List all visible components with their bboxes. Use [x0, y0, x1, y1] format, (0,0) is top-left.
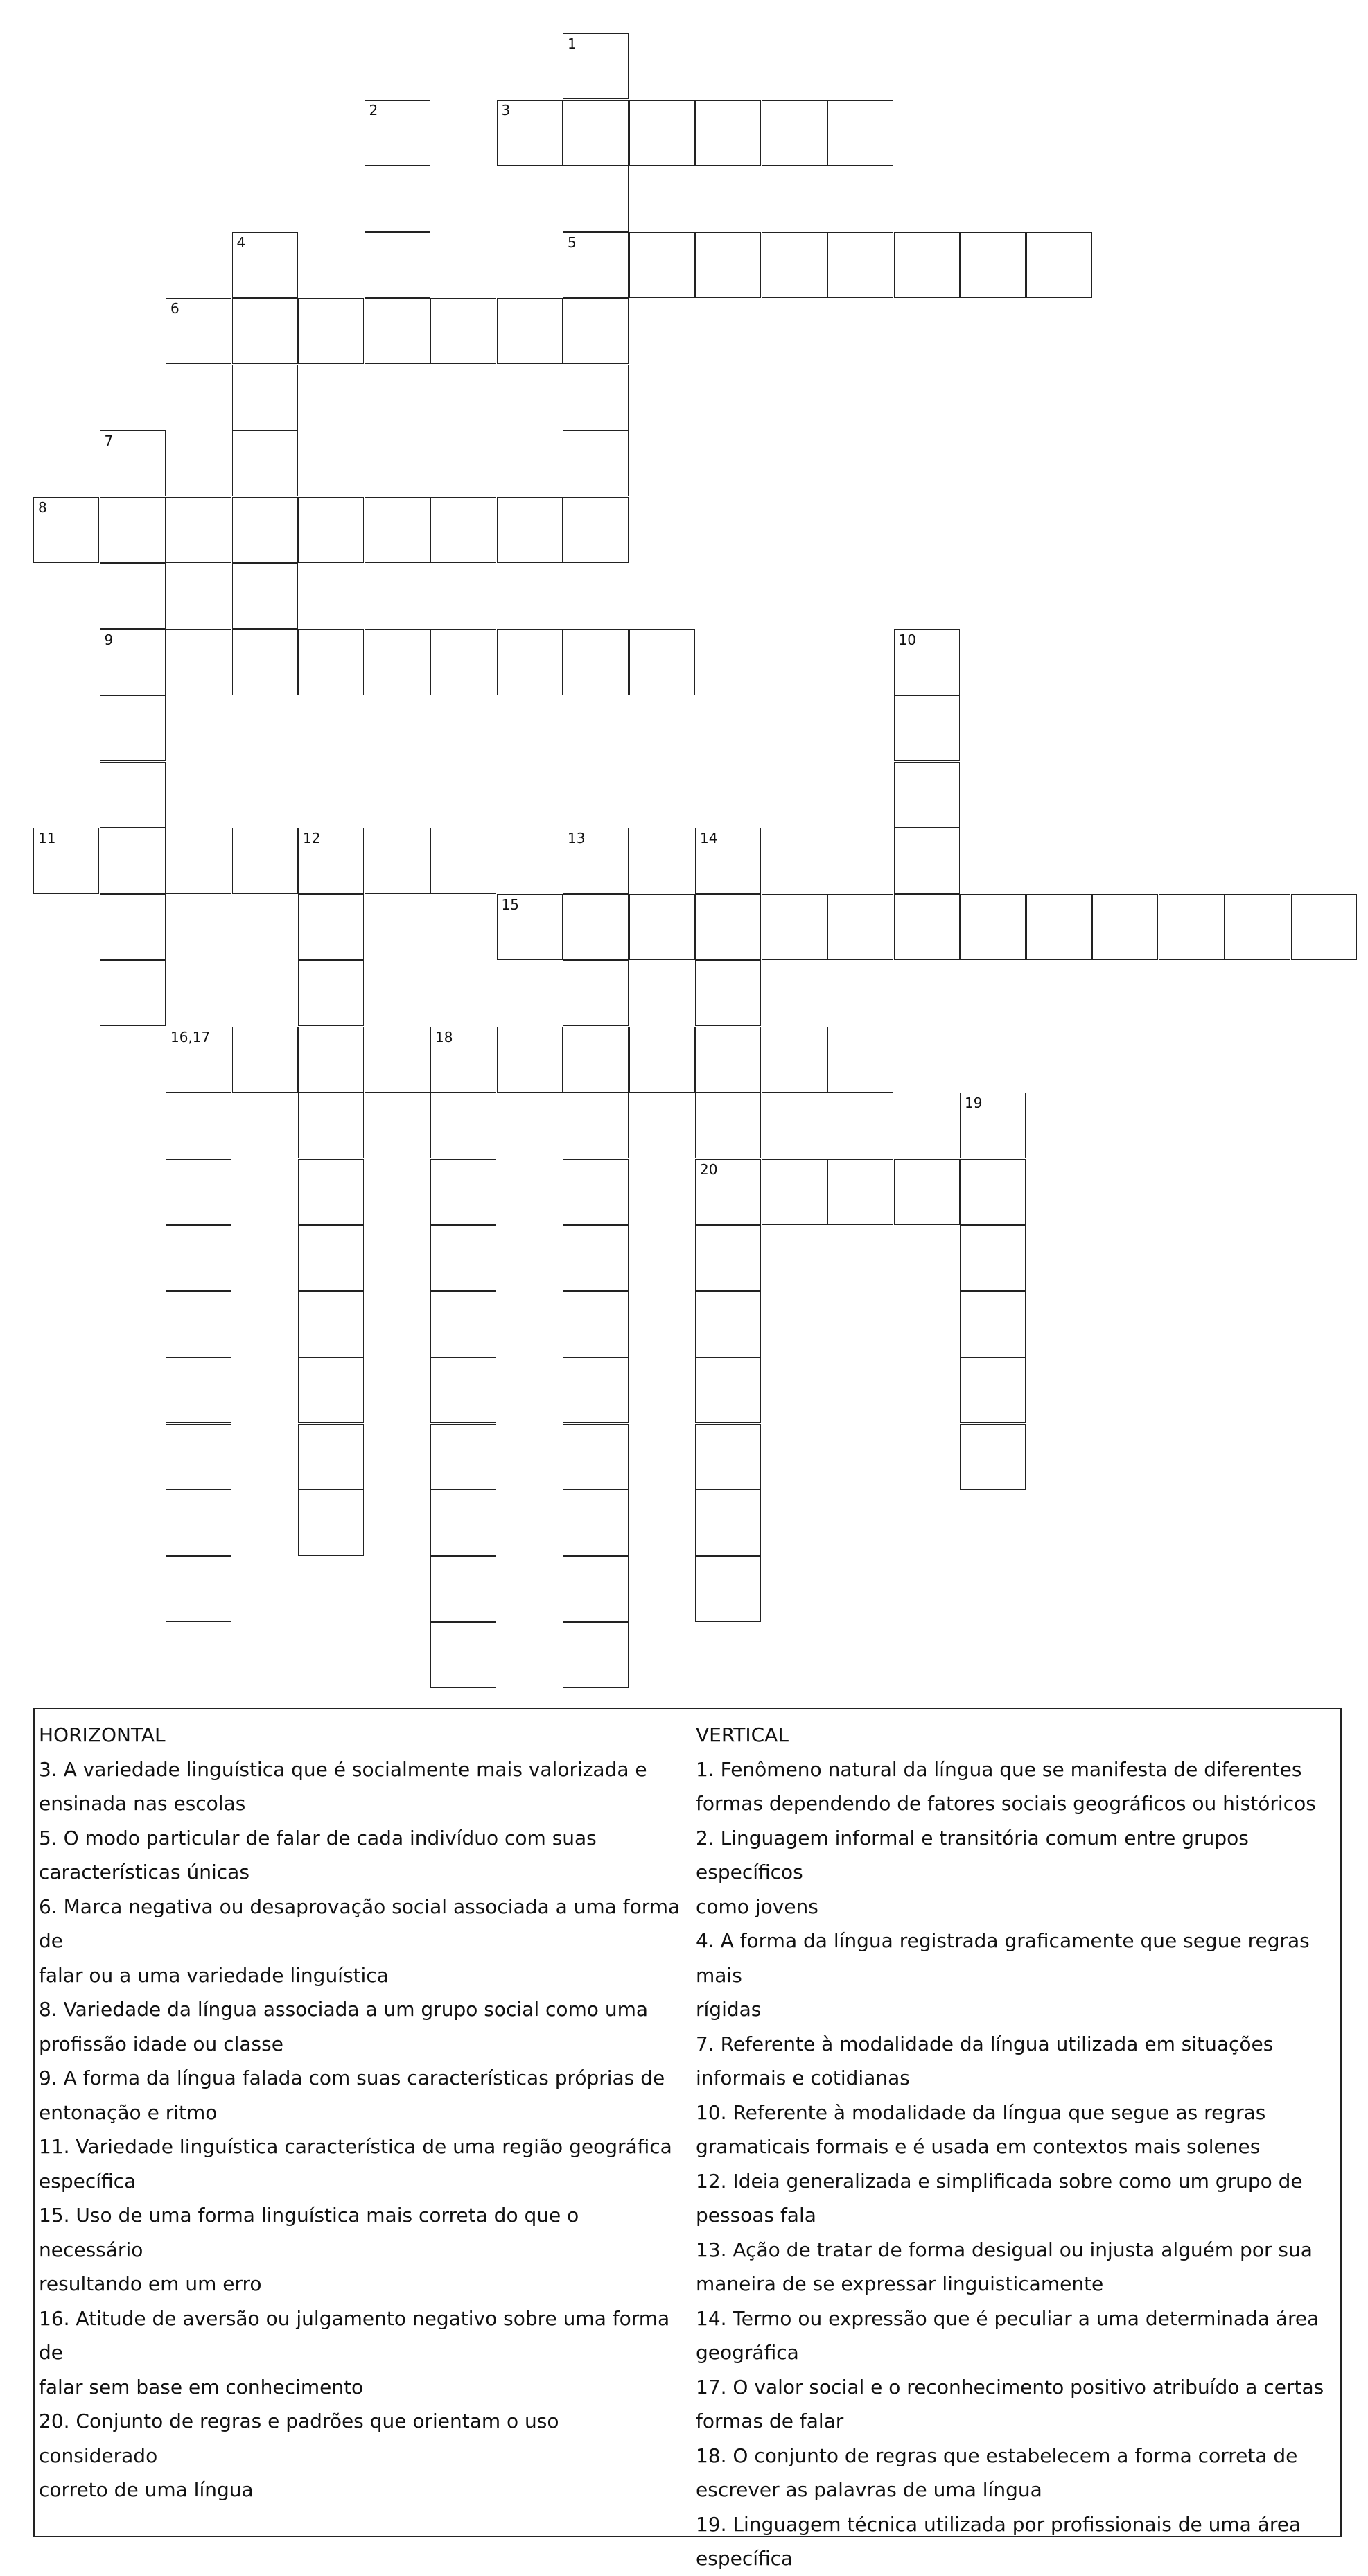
grid-cell[interactable]	[365, 1027, 430, 1093]
grid-cell[interactable]	[497, 497, 563, 563]
clue-line: específica	[39, 2169, 137, 2193]
grid-cell[interactable]	[232, 497, 298, 563]
clue-line: 4. A forma da língua registrada graficamente que segue regras mais	[696, 1929, 1310, 1987]
grid-cell[interactable]	[563, 33, 629, 99]
clue-line: 15. Uso de uma forma linguística mais correta do que o necessário	[39, 2204, 579, 2261]
grid-cell[interactable]	[298, 1159, 364, 1225]
grid-cell[interactable]	[960, 1291, 1026, 1357]
grid-cell[interactable]	[629, 232, 695, 298]
grid-cell[interactable]	[166, 629, 231, 695]
grid-cell[interactable]	[1026, 232, 1092, 298]
clue-line: falar sem base em conhecimento	[39, 2375, 364, 2399]
clue-line: 16. Atitude de aversão ou julgamento negativo sobre uma forma de	[39, 2306, 670, 2364]
clue-number: 19	[965, 1095, 983, 1111]
grid-cell[interactable]	[298, 894, 364, 960]
grid-cell[interactable]	[894, 828, 960, 894]
clue-line: informais e cotidianas	[696, 2066, 910, 2089]
grid-cell[interactable]	[894, 894, 960, 960]
clue-line: rígidas	[696, 1998, 762, 2021]
grid-cell[interactable]	[430, 1424, 496, 1490]
grid-cell[interactable]	[298, 629, 364, 695]
grid-cell[interactable]	[497, 894, 563, 960]
clue-line: falar ou a uma variedade linguística	[39, 1963, 389, 1987]
clue-line: características únicas	[39, 1861, 249, 1883]
clue-line: gramaticais formais e é usada em contextos mais solenes	[696, 2135, 1261, 2158]
grid-cell[interactable]	[365, 166, 430, 232]
grid-cell[interactable]	[563, 100, 629, 166]
grid-cell[interactable]	[166, 1490, 231, 1556]
clue-number: 11	[38, 830, 56, 846]
grid-cell[interactable]	[232, 1027, 298, 1093]
grid-cell[interactable]	[365, 629, 430, 695]
grid-cell[interactable]	[563, 629, 629, 695]
clue-line: correto de uma língua	[39, 2478, 254, 2501]
grid-cell[interactable]	[430, 1027, 496, 1093]
clue-line: 5. O modo particular de falar de cada indivíduo com suas	[39, 1826, 597, 1850]
grid-cell[interactable]	[960, 1424, 1026, 1490]
grid-cell[interactable]	[365, 232, 430, 298]
clue-line: 12. Ideia generalizada e simplificada sobre como um grupo de	[696, 2169, 1303, 2193]
clue-line: 20. Conjunto de regras e padrões que orientam o uso considerado	[39, 2410, 559, 2467]
grid-cell[interactable]	[827, 1159, 893, 1225]
clue-line: 19. Linguagem técnica utilizada por profissionais de uma área	[696, 2512, 1301, 2536]
grid-cell[interactable]	[166, 1424, 231, 1490]
clue-number: 7	[104, 433, 114, 449]
grid-cell[interactable]	[960, 1093, 1026, 1158]
clue-line: geográfica	[696, 2341, 799, 2364]
clue-line: 14. Termo ou expressão que é peculiar a uma determinada área	[696, 2306, 1319, 2330]
clue-line: 6. Marca negativa ou desaprovação social associada a uma forma de	[39, 1895, 681, 1952]
horizontal-clue-list	[39, 1752, 683, 2507]
grid-cell[interactable]	[762, 232, 827, 298]
grid-cell[interactable]	[960, 1159, 1026, 1225]
grid-cell[interactable]	[166, 497, 231, 563]
grid-cell[interactable]	[166, 1357, 231, 1423]
grid-cell[interactable]	[894, 1159, 960, 1225]
clue-line: 3. A variedade linguística que é socialmente mais valorizada e	[39, 1757, 647, 1781]
grid-cell[interactable]	[1225, 894, 1290, 960]
grid-cell[interactable]	[298, 497, 364, 563]
grid-cell[interactable]	[563, 365, 629, 430]
grid-cell[interactable]	[298, 1027, 364, 1093]
grid-cell[interactable]	[100, 762, 166, 828]
grid-cell[interactable]	[166, 1225, 231, 1291]
grid-cell[interactable]	[960, 894, 1026, 960]
clue-line: 1. Fenômeno natural da língua que se manifesta de diferentes	[696, 1757, 1302, 1781]
grid-cell[interactable]	[563, 960, 629, 1026]
grid-cell[interactable]	[430, 1159, 496, 1225]
grid-cell[interactable]	[695, 1556, 761, 1622]
grid-cell[interactable]	[695, 1424, 761, 1490]
grid-cell[interactable]	[430, 1622, 496, 1688]
clue-line: 18. O conjunto de regras que estabelecem a forma correta de	[696, 2444, 1298, 2467]
grid-cell[interactable]	[960, 1357, 1026, 1423]
clue-number: 15	[501, 896, 519, 913]
grid-cell[interactable]	[563, 497, 629, 563]
grid-cell[interactable]	[762, 1027, 827, 1093]
grid-cell[interactable]	[563, 1225, 629, 1291]
clue-number: 20	[700, 1160, 718, 1178]
grid-cell[interactable]	[232, 298, 298, 364]
vertical-clues	[696, 1718, 1337, 2576]
grid-cell[interactable]	[695, 1225, 761, 1291]
clue-line: 10. Referente à modalidade da língua que segue as regras	[696, 2100, 1266, 2124]
grid-cell[interactable]	[100, 828, 166, 894]
grid-cell[interactable]	[298, 1424, 364, 1490]
grid-cell[interactable]	[100, 894, 166, 960]
clue-line: formas de falar	[696, 2410, 844, 2433]
grid-cell[interactable]	[232, 629, 298, 695]
grid-cell[interactable]	[563, 1490, 629, 1556]
grid-cell[interactable]	[365, 365, 430, 430]
grid-cell[interactable]	[430, 1490, 496, 1556]
grid-cell[interactable]	[298, 1093, 364, 1158]
grid-cell[interactable]	[298, 1291, 364, 1357]
grid-cell[interactable]	[827, 1027, 893, 1093]
grid-cell[interactable]	[827, 232, 893, 298]
grid-cell[interactable]	[695, 1027, 761, 1093]
grid-cell[interactable]	[298, 960, 364, 1026]
clue-number: 2	[369, 101, 378, 119]
clue-line: 7. Referente à modalidade da língua utilizada em situações	[696, 2032, 1274, 2055]
grid-cell[interactable]	[695, 1490, 761, 1556]
grid-cell[interactable]	[100, 695, 166, 761]
clue-line: formas dependendo de fatores sociais geográficos ou históricos	[696, 1792, 1316, 1815]
grid-cell[interactable]	[629, 894, 695, 960]
grid-cell[interactable]	[232, 828, 298, 894]
grid-cell[interactable]	[695, 1159, 761, 1225]
grid-cell[interactable]	[232, 430, 298, 496]
clue-number: 9	[104, 631, 114, 648]
clue-box	[33, 1708, 1342, 2570]
grid-cell[interactable]	[298, 1490, 364, 1556]
clue-number: 18	[435, 1028, 453, 1045]
grid-cell[interactable]	[695, 100, 761, 166]
grid-cell[interactable]	[960, 232, 1026, 298]
clue-line: específica	[696, 2547, 793, 2570]
grid-cell[interactable]	[695, 232, 761, 298]
grid-cell[interactable]	[365, 298, 430, 364]
grid-cell[interactable]	[497, 1027, 563, 1093]
grid-cell[interactable]	[365, 828, 430, 894]
grid-cell[interactable]	[563, 894, 629, 960]
clue-line: como jovens	[696, 1895, 818, 1918]
grid-cell[interactable]	[100, 430, 166, 496]
grid-cell[interactable]	[232, 232, 298, 298]
grid-cell[interactable]	[430, 1291, 496, 1357]
grid-cell[interactable]	[1291, 894, 1357, 960]
clue-number: 10	[898, 631, 916, 648]
clue-line: ensinada nas escolas	[39, 1792, 246, 1815]
clue-line: 17. O valor social e o reconhecimento positivo atribuído a certas	[696, 2375, 1324, 2399]
grid-cell[interactable]	[430, 828, 496, 894]
clue-line: 11. Variedade linguística característica de uma região geográfica	[39, 2135, 672, 2158]
grid-cell[interactable]	[563, 1424, 629, 1490]
grid-cell[interactable]	[827, 100, 893, 166]
clue-number: 4	[236, 234, 246, 251]
grid-cell[interactable]	[762, 1159, 827, 1225]
grid-cell[interactable]	[762, 894, 827, 960]
grid-cell[interactable]	[1026, 894, 1092, 960]
grid-cell[interactable]	[497, 298, 563, 364]
grid-cell[interactable]	[695, 828, 761, 894]
clue-line: resultando em um erro	[39, 2272, 262, 2295]
grid-cell[interactable]	[894, 232, 960, 298]
grid-cell[interactable]	[33, 828, 99, 894]
grid-cell[interactable]	[894, 762, 960, 828]
clue-line: maneira de se expressar linguisticamente	[696, 2272, 1104, 2295]
grid-cell[interactable]	[827, 894, 893, 960]
grid-cell[interactable]	[430, 298, 496, 364]
grid-cell[interactable]	[298, 1357, 364, 1423]
grid-cell[interactable]	[430, 1225, 496, 1291]
clue-line: pessoas fala	[696, 2204, 816, 2227]
clue-number: 16,17	[170, 1028, 211, 1045]
grid-cell[interactable]	[298, 298, 364, 364]
clue-line: profissão idade ou classe	[39, 2032, 283, 2055]
grid-cell[interactable]	[695, 960, 761, 1026]
grid-cell[interactable]	[298, 1225, 364, 1291]
clue-number: 8	[38, 498, 47, 516]
grid-cell[interactable]	[563, 1159, 629, 1225]
grid-cell[interactable]	[695, 894, 761, 960]
grid-cell[interactable]	[629, 629, 695, 695]
grid-cell[interactable]	[563, 1291, 629, 1357]
grid-cell[interactable]	[430, 1093, 496, 1158]
grid-cell[interactable]	[563, 298, 629, 364]
grid-cell[interactable]	[1159, 894, 1225, 960]
grid-cell[interactable]	[1092, 894, 1158, 960]
grid-cell[interactable]	[166, 298, 231, 364]
grid-cell[interactable]	[166, 1556, 231, 1622]
grid-cell[interactable]	[100, 960, 166, 1026]
grid-cell[interactable]	[563, 1622, 629, 1688]
grid-cell[interactable]	[894, 695, 960, 761]
horizontal-clues	[39, 1718, 683, 2507]
vertical-heading: VERTICAL	[696, 1723, 789, 1746]
grid-cell[interactable]	[430, 629, 496, 695]
grid-cell[interactable]	[894, 629, 960, 695]
grid-cell[interactable]	[166, 828, 231, 894]
clue-line: escrever as palavras de uma língua	[696, 2478, 1042, 2501]
grid-cell[interactable]	[629, 1027, 695, 1093]
grid-cell[interactable]	[430, 497, 496, 563]
grid-cell[interactable]	[960, 1225, 1026, 1291]
grid-cell[interactable]	[695, 1291, 761, 1357]
grid-cell[interactable]	[365, 100, 430, 166]
clue-number: 3	[501, 101, 511, 119]
clue-line: 2. Linguagem informal e transitória comum entre grupos específicos	[696, 1826, 1249, 1883]
grid-cell[interactable]	[563, 828, 629, 894]
grid-cell[interactable]	[232, 365, 298, 430]
grid-cell[interactable]	[563, 1093, 629, 1158]
clue-number: 14	[700, 830, 718, 846]
grid-cell[interactable]	[695, 1093, 761, 1158]
grid-cell[interactable]	[100, 497, 166, 563]
grid-cell[interactable]	[166, 1093, 231, 1158]
clue-number: 13	[568, 830, 586, 846]
grid-cell[interactable]	[497, 100, 563, 166]
clue-line: 13. Ação de tratar de forma desigual ou injusta alguém por sua	[696, 2238, 1313, 2261]
grid-cell[interactable]	[563, 166, 629, 232]
horizontal-heading: HORIZONTAL	[39, 1723, 166, 1746]
grid-cell[interactable]	[563, 1556, 629, 1622]
clue-line: 9. A forma da língua falada com suas características próprias de	[39, 2066, 665, 2089]
clue-line: 8. Variedade da língua associada a um grupo social como uma	[39, 1998, 649, 2021]
grid-cell[interactable]	[298, 828, 364, 894]
clue-number: 6	[170, 300, 179, 317]
vertical-clue-list	[696, 1752, 1337, 2576]
grid-cell[interactable]	[166, 1159, 231, 1225]
grid-cell[interactable]	[695, 1357, 761, 1423]
clue-line: entonação e ritmo	[39, 2100, 218, 2124]
grid-cell[interactable]	[430, 1357, 496, 1423]
grid-cell[interactable]	[563, 1357, 629, 1423]
grid-cell[interactable]	[563, 232, 629, 298]
grid-cell[interactable]	[497, 629, 563, 695]
grid-cell[interactable]	[166, 1291, 231, 1357]
clue-number: 12	[303, 830, 321, 846]
grid-cell[interactable]	[563, 1027, 629, 1093]
grid-cell[interactable]	[629, 100, 695, 166]
clue-number: 1	[568, 35, 577, 52]
grid-cell[interactable]	[762, 100, 827, 166]
grid-cell[interactable]	[365, 497, 430, 563]
grid-cell[interactable]	[430, 1556, 496, 1622]
grid-cell[interactable]	[100, 563, 166, 629]
grid-cell[interactable]	[563, 430, 629, 496]
grid-cell[interactable]	[100, 629, 166, 695]
grid-cell[interactable]	[232, 563, 298, 629]
grid-cell[interactable]	[166, 1027, 231, 1093]
grid-cell[interactable]	[33, 497, 99, 563]
clue-number: 5	[568, 234, 577, 251]
